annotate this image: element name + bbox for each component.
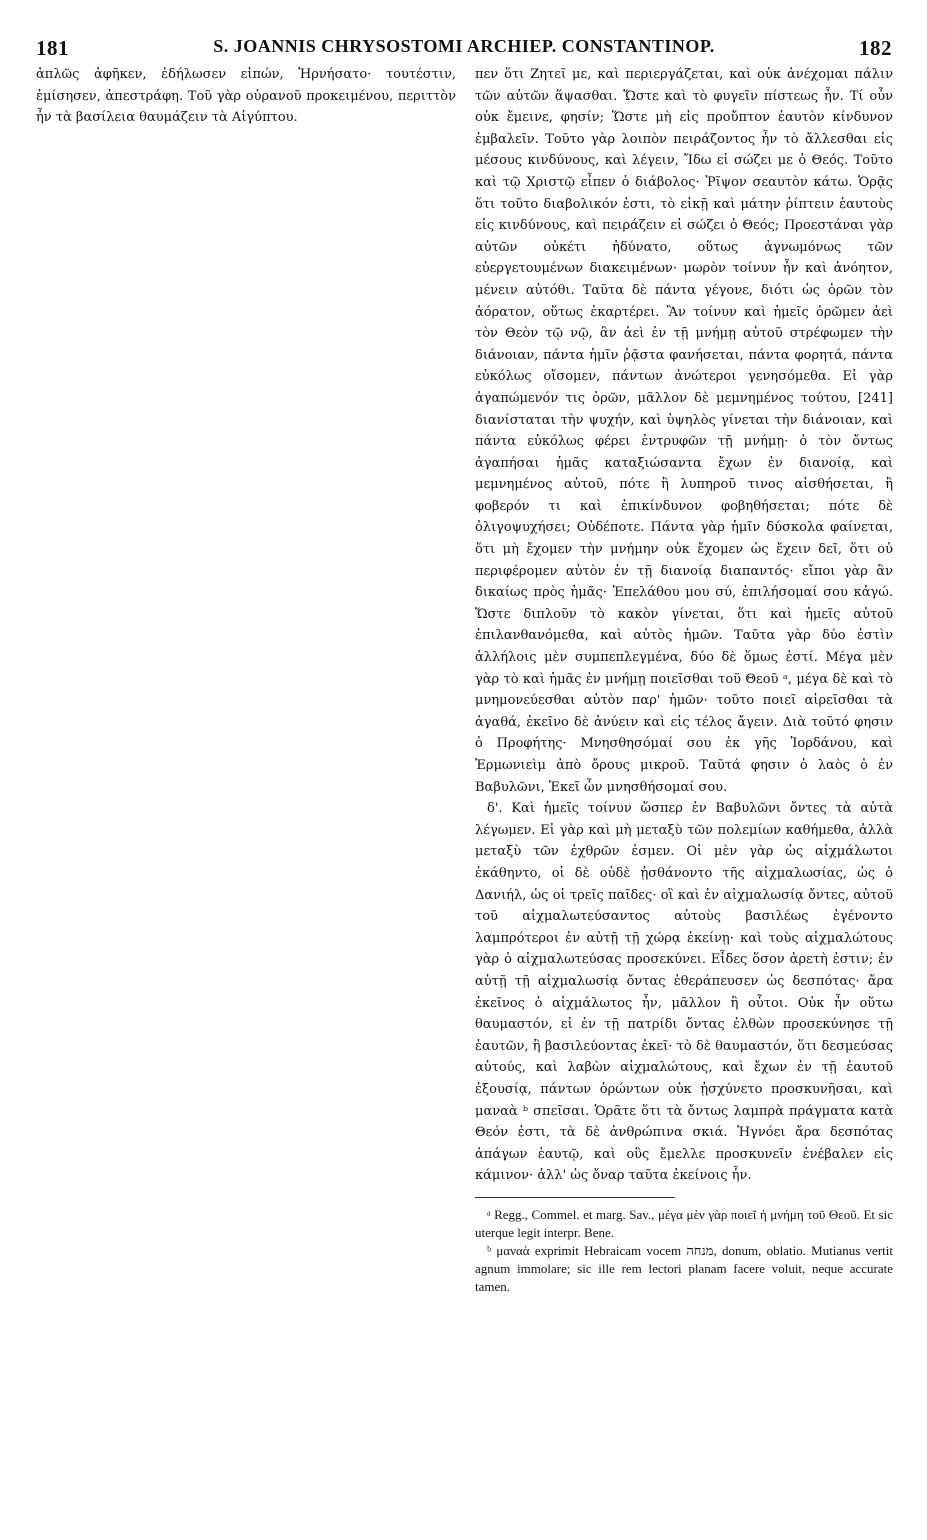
page-number-left: 181 (36, 36, 69, 60)
footnote: ᵇ μαναὰ exprimit Hebraicam vocem מנחה, donum, oblatio. Mutianus vertit agnum immolare; sic ille rem lectori planam facere voluit, neque accurate tamen. (475, 1242, 893, 1294)
right-column (475, 64, 893, 1296)
page-number-right: 182 (859, 36, 892, 60)
paragraph: δ'. Καὶ ἡμεῖς τοίνυν ὥσπερ ἐν Βαβυλῶνι ὄντες τὰ αὐτὰ λέγωμεν. Εἰ γὰρ καὶ μὴ μεταξὺ τῶν πολεμίων καθήμεθα, ἀλλὰ μεταξὺ τῶν ἐχθρῶν ἐσμεν. Οἱ μὲν γὰρ ὡς αἰχμάλωτοι ἐκάθηντο, οἱ δὲ οὐδὲ ᾐσθάνοντο τῆς αἰχμαλωσίας, ὡς ὁ Δανιήλ, ὡς οἱ τρεῖς παῖδες· οἳ καὶ ἐν αἰχμαλωσίᾳ ὄντες, αὐτοῦ τοῦ αἰχμαλωτεύσαντος αὐτοὺς βασιλέως ἐγένοντο λαμπρότεροι ἐν αὐτῇ τῇ χώρᾳ ἐκείνῃ· καὶ τοὺς αἰχμαλώτους γὰρ ὁ αἰχμαλωτεύσας προσεκύνει. Εἶδες ὅσον ἀρετὴ ἐστιν; ἐν αὐτῇ τῇ αἰχμαλωσίᾳ ὄντας ἐθεράπευσεν ὡς δεσπότας· ἄρα ἐκεῖνος ὁ αἰχμάλωτος ἦν, μᾶλλον ἢ οὗτοι. Οὐκ ἦν οὕτω θαυμαστόν, εἰ ἐν τῇ πατρίδι ὄντας ἐλθὼν προσεκύνησε τῇ ἑαυτῶν, ἢ βασιλεύοντας ἐκεῖ· τὸ δὲ θαυμαστόν, ὅτι δεσμεύσας αὐτούς, καὶ λαβὼν αἰχμαλώτους, καὶ ἔχων ἐν τῇ ἑαυτοῦ ἐξουσίᾳ, πάντων ὁρώντων οὐκ ᾐσχύνετο προσκυνῆσαι, καὶ μαναὰ ᵇ σπεῖσαι. Ὁρᾶτε ὅτι τὰ ὄντως λαμπρὰ πράγματα κατὰ Θεόν ἐστι, τὰ δὲ ἀνθρώπινα σκιά. Ἠγνόει ἄρα δεσπότας ἀπάγων ἑαυτῷ, καὶ οὓς ἔμελλε προσκυνεῖν ἐνέβαλεν εἰς κάμινον· ἀλλ' ὡς ὄναρ ταῦτα ἐκείνοις ἦν. (475, 801, 893, 1184)
running-title: S. JOANNIS CHRYSOSTOMI ARCHIEP. CONSTANTINOP. (213, 36, 715, 56)
left-column (36, 64, 456, 129)
paragraph: ἁπλῶς ἀφῆκεν, ἐδήλωσεν εἰπών, Ἠρνήσατο· τουτέστιν, ἐμίσησεν, ἀπεστράφη. Τοῦ γὰρ οὐρανοῦ προκειμένου, περιττὸν ἦν τὰ βασίλεια θαυμάζειν τὰ Αἰγύπτου. (36, 67, 456, 126)
paragraph: πεν ὅτι Ζητεῖ με, καὶ περιεργάζεται, καὶ οὐκ ἀνέχομαι πάλιν τῶν αὐτῶν ἅψασθαι. Ὥστε καὶ τὸ φυγεῖν πίστεως ἦν. Τί οὖν οὐκ ἔμεινε, φησίν; Ὥστε μὴ εἰς προὔπτον ἑαυτὸν κίνδυνον ἐμβαλεῖν. Τοῦτο γὰρ λοιπὸν πειράζοντος ἦν τὸ ἄλλεσθαι εἰς μέσους κινδύνους, καὶ λέγειν, Ἴδω εἰ σώζει με ὁ Θεός. Τοῦτο καὶ τῷ Χριστῷ εἶπεν ὁ διάβολος· Ῥῖψον σεαυτὸν κάτω. Ὁρᾷς ὅτι τοῦτο διαβολικόν ἐστι, τὸ εἰκῇ καὶ μάτην ῥίπτειν ἑαυτοὺς εἰς κινδύνους, καὶ πειράζειν εἰ σώζει ὁ Θεός; Προεστάναι γὰρ αὐτῶν οὐκέτι ἠδύνατο, οὕτως ἀγνωμόνως τῶν εὐεργετουμένων διακειμένων· μωρὸν τοίνυν ἦν καὶ ἀνόητον, μένειν αὐτόθι. Ταῦτα δὲ πάντα γέγονε, διότι ὡς ὁρῶν τὸν ἀόρατον, οὕτως ἐκαρτέρει. Ἂν τοίνυν καὶ ἡμεῖς ὁρῶμεν ἀεὶ τὸν Θεὸν τῷ νῷ, ἂν ἀεὶ ἐν τῇ μνήμῃ αὐτοῦ στρέφωμεν τὴν διάνοιαν, πάντα ἡμῖν ῥᾷστα φανήσεται, πάντα φορητά, πάντα εὐκόλως οἴσομεν, πάντων ἀνώτεροι γενησόμεθα. Εἰ γὰρ ἀγαπώμενόν τις ὁρῶν, μᾶλλον δὲ μεμνημένος τούτου, [241] διανίσταται τὴν ψυχήν, καὶ ὑψηλὸς γίνεται τὴν διάνοιαν, καὶ πάντα εὐκόλως φέρει ἐντρυφῶν τῇ μνήμῃ· ὁ τὸν ὄντως ἀγαπήσαι ἡμᾶς καταξιώσαντα ἔχων ἐν διανοίᾳ, καὶ μεμνημένος αὐτοῦ, πότε ἢ λυπηροῦ τινος αἰσθήσεται, ἢ φοβερόν τι καὶ ἐπικίνδυνον φοβηθήσεται; πότε δὲ ὀλιγοψυχήσει; Οὐδέποτε. Πάντα γὰρ ἡμῖν δύσκολα φαίνεται, ὅτι μὴ ἔχομεν τὴν μνήμην οὐκ ἔχομεν ὡς ἔχειν δεῖ, ὅτι οὐ περιφέρομεν αὐτὸν ἐν τῇ διανοίᾳ διαπαντός· εἴποι γὰρ ἂν δικαίως πρὸς ἡμᾶς· Ἐπελάθου μου σύ, ἐπιλήσομαί σου κἀγώ. Ὥστε διπλοῦν τὸ κακὸν γίνεται, ὅτι καὶ ἡμεῖς αὐτοῦ ἐπιλανθανόμεθα, καὶ αὐτὸς ἡμῶν. Ταῦτα γὰρ δύο ἐστὶν ἀλλήλοις μὲν συμπεπλεγμένα, δύο δὲ ὅμως ἐστί. Μέγα μὲν γὰρ τὸ καὶ ἡμᾶς ἐν μνήμῃ ποιεῖσθαι τοῦ Θεοῦ ᵃ, μέγα δὲ καὶ τὸ μνημονεύεσθαι αὐτὸν παρ' ἡμῶν· τοῦτο ποιεῖ αἱρεῖσθαι τὰ ἀγαθά, ἐκεῖνο δὲ ἀνύειν καὶ εἰς τέλος ἄγειν. Διὰ τοῦτό φησιν ὁ Προφήτης· Μνησθησόμαί σου ἐκ γῆς Ἰορδάνου, καὶ Ἑρμωνιεὶμ ἀπὸ ὄρους μικροῦ. Ταῦτά φησιν ὁ λαὸς ὁ ἐν Βαβυλῶνι, Ἐκεῖ ὧν μνησθήσομαί σου. (475, 67, 893, 795)
footnote-rule (475, 1197, 675, 1202)
page-header (36, 36, 892, 62)
footnotes (475, 1206, 893, 1296)
footnote: ᵃ Regg., Commel. et marg. Sav., μέγα μὲν γὰρ ποιεῖ ἡ μνήμη τοῦ Θεοῦ. Et sic uterque legit interpr. Bene. (475, 1206, 893, 1240)
